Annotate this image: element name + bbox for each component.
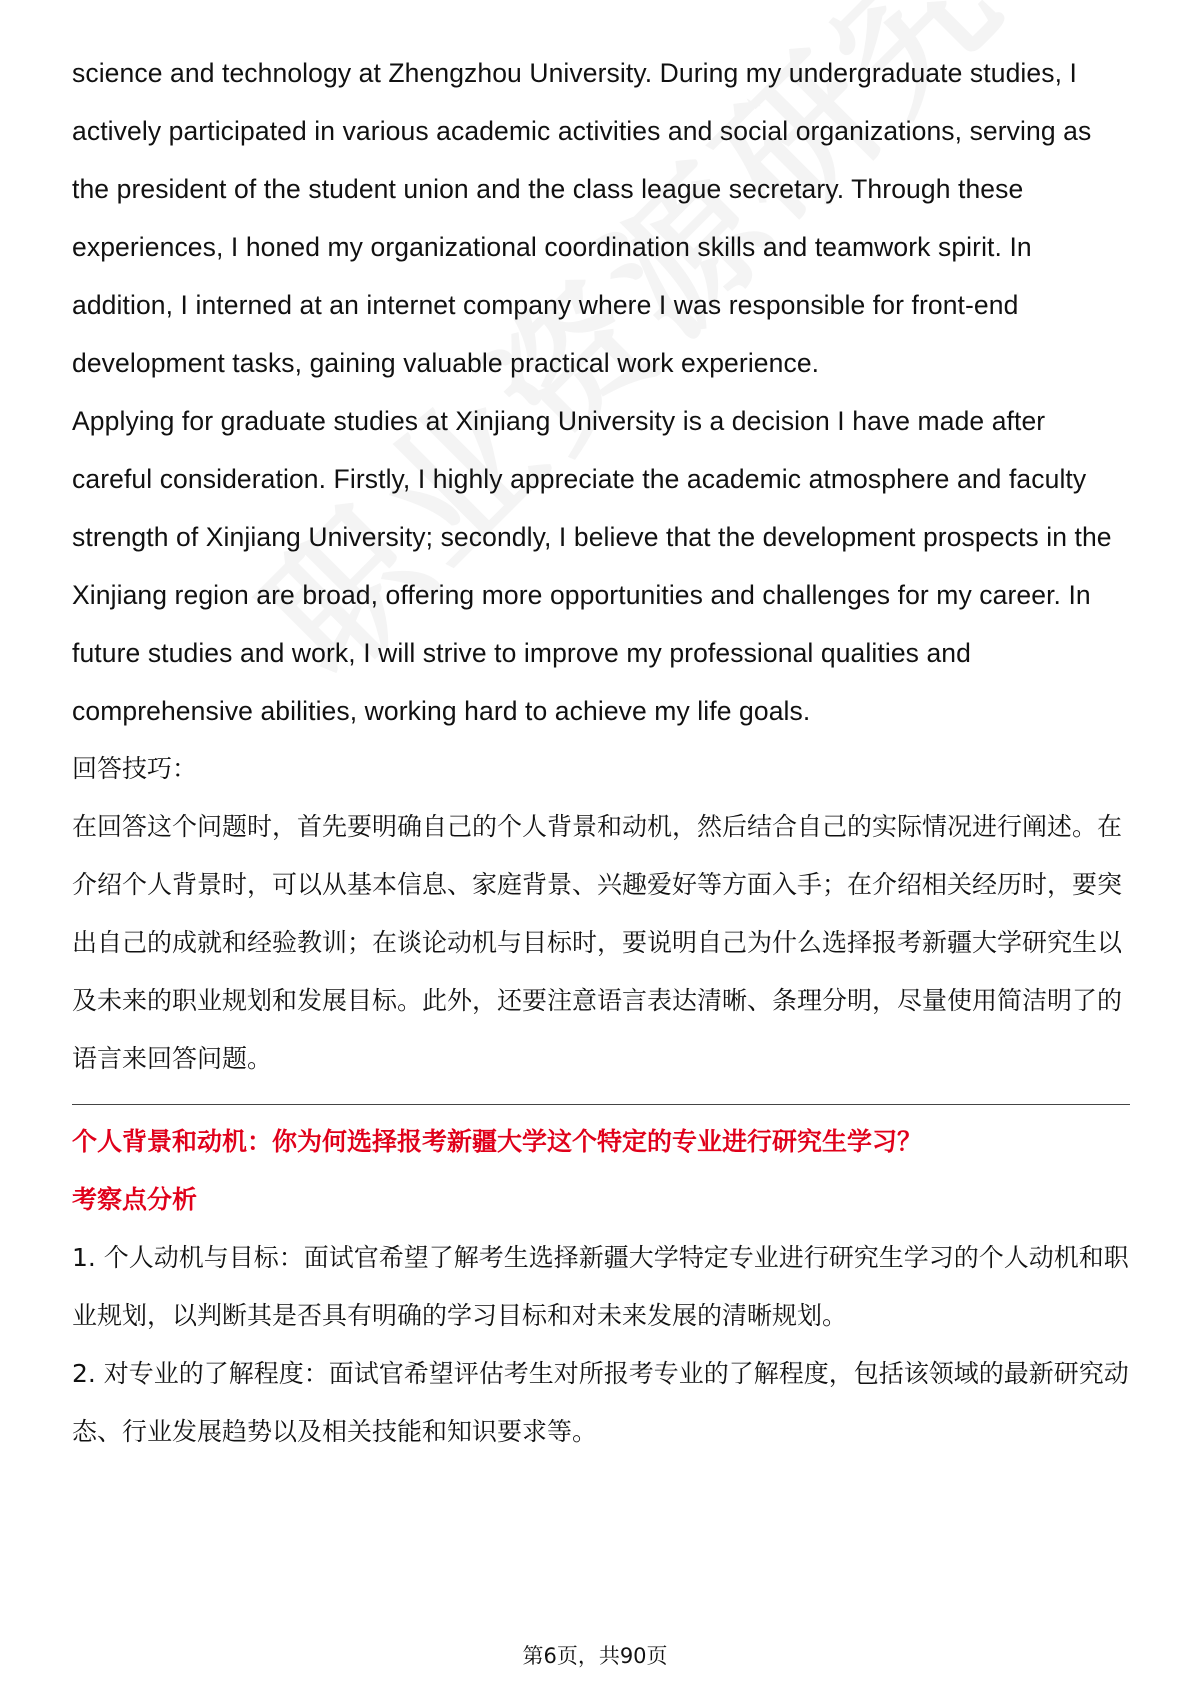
tips-label: 回答技巧： <box>72 754 198 783</box>
page-number-footer: 第6页，共90页 <box>522 1644 668 1668</box>
analysis-title: 考察点分析 <box>72 1185 198 1214</box>
question-title: 个人背景和动机：你为何选择报考新疆大学这个特定的专业进行研究生学习？ <box>72 1127 923 1156</box>
section-divider <box>72 1104 1130 1105</box>
answer-paragraph-2: Applying for graduate studies at Xinjiang University is a decision I have made after careful consideration. Firstly, I highly appreciate the academic atmosphere and faculty strength of Xinjiang University; secondly, I believe that the development prospects in the Xinjiang region are broad, offering more opportunities and challenges for my career. In future studies and work, I will strive to improve my professional qualities and comprehensive abilities, working hard to achieve my life goals. <box>72 406 1112 726</box>
answer-paragraph-1: science and technology at Zhengzhou University. During my undergraduate studies, I actively participated in various academic activities and social organizations, serving as the president of the student union and the class league secretary. Through these experiences, I honed my organizational coordination skills and teamwork spirit. In addition, I interned at an internet company where I was responsible for front-end development tasks, gaining valuable practical work experience. <box>72 58 1092 378</box>
analysis-item-2: 2. 对专业的了解程度：面试官希望评估考生对所报考专业的了解程度，包括该领域的最新研究动态、行业发展趋势以及相关技能和知识要求等。 <box>72 1359 1129 1446</box>
analysis-item-1: 1. 个人动机与目标：面试官希望了解考生选择新疆大学特定专业进行研究生学习的个人动机和职业规划，以判断其是否具有明确的学习目标和对未来发展的清晰规划。 <box>72 1243 1129 1330</box>
tips-text: 在回答这个问题时，首先要明确自己的个人背景和动机，然后结合自己的实际情况进行阐述。在介绍个人背景时，可以从基本信息、家庭背景、兴趣爱好等方面入手；在介绍相关经历时，要突出自己的成就和经验教训；在谈论动机与目标时，要说明自己为什么选择报考新疆大学研究生以及未来的职业规划和发展目标。此外，还要注意语言表达清晰、条理分明，尽量使用简洁明了的语言来回答问题。 <box>72 812 1123 1073</box>
page-content <box>72 44 1132 1461</box>
